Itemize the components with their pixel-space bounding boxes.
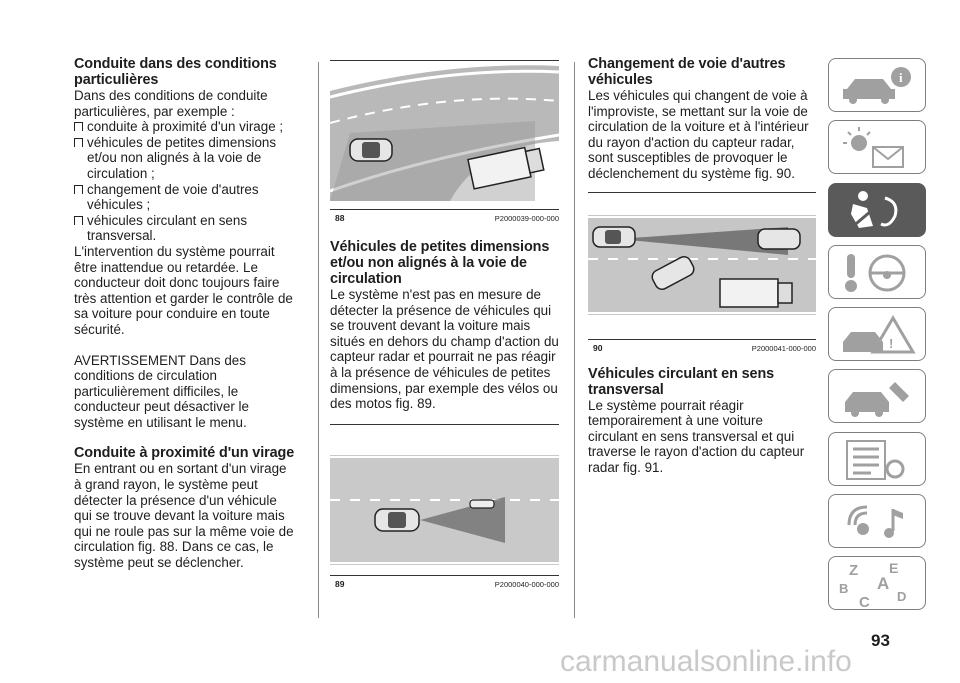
figure-88 [330,60,559,223]
figure-89 [330,424,559,589]
heading-special-conditions: Conduite dans des conditions particulières [74,56,277,88]
page-number: 93 [871,631,890,650]
index-letter: E [889,560,899,577]
tab-multimedia[interactable] [828,494,926,548]
heading-lane-change: Changement de voie d'autres véhicules [588,56,786,88]
figure-number: 88 [335,213,345,223]
lane-change-illustration [588,193,816,339]
tab-emergency[interactable] [828,307,926,361]
motorcycle-offset-illustration [330,425,559,575]
index-letter: Z [849,562,859,580]
tab-car-info[interactable] [828,58,926,112]
column-divider [574,62,575,618]
watermark-text: carmanualsonline.info [560,645,852,678]
column-divider [318,62,319,618]
index-letter: A [877,574,890,594]
figure-number: 90 [593,342,603,353]
column-1 [74,56,296,571]
index-letters-icon [829,557,927,611]
figure-number: 89 [335,578,345,589]
list-item: conduite à proximité d'un virage ; [74,119,296,135]
figure-code: P2000040-000-000 [494,579,559,589]
svg-text:i: i [899,70,903,85]
intro-paragraph: Dans des conditions de conduite particulières, par exemple : [74,88,268,119]
tab-specifications[interactable] [828,432,926,486]
curve-road-illustration [330,61,559,209]
key-steering-wheel-icon [829,246,927,300]
index-letter: B [839,581,849,597]
tab-safety[interactable] [828,183,926,237]
tab-starting-driving[interactable] [828,245,926,299]
heading-curve-driving: Conduite à proximité d'un virage [74,445,295,462]
car-breakdown-icon [829,308,927,362]
list-item: véhicules circulant en sens transversal. [74,213,296,244]
warning-lights-message-icon [829,121,927,175]
car-info-icon [829,59,927,113]
intervention-paragraph: L'intervention du système pourrait être inattendue ou retardée. Le conducteur doit donc toujours faire très attention et garder le contrôle de sa voiture pour conduire en toute sécurité. [74,243,293,337]
svg-text:!: ! [889,336,894,352]
tab-warning-lights[interactable] [828,120,926,174]
heading-small-vehicles: Véhicules de petites dimensions et/ou non alignés à la voie de circulation [330,239,550,287]
lane-change-paragraph: Les véhicules qui changent de voie à l'improviste, se mettant sur la voie de circulation de la voiture et à l'intérieur du rayon d'action du capteur radar, sont susceptibles de provoquer le déclenchement du système fig. 90. [588,88,809,181]
seat-airbag-icon [829,184,927,238]
crossing-paragraph: Le système pourrait réagir temporairement à une voiture circulant en sens transversal et qui traverse le rayon d'action du capteur radar fig. 91. [588,397,805,475]
multimedia-icon [829,495,927,549]
list-item: véhicules de petites dimensions et/ou non alignés à la voie de circulation ; [74,135,296,182]
small-vehicles-paragraph: Le système n'est pas en mesure de détecter la présence de véhicules qui se trouvent devant la voiture mais situés en dehors du champ d'action du capteur radar et pourrait ne pas réagir à la présence de véhicules de petites dimensions, par exemple des vélos ou des motos fig. 89. [330,287,559,412]
car-service-icon [829,370,927,424]
figure-code: P2000039-000-000 [494,214,559,223]
tab-index[interactable] [828,556,926,610]
curve-paragraph: En entrant ou en sortant d'un virage à grand rayon, le système peut détecter la présence d'un véhicule qui se trouve devant la voiture mais qui ne roule pas sur la même voie de circulation fig. 88. Dans ce cas, le système peut se déclencher. [74,461,294,571]
figure-code: P2000041-000-000 [751,343,816,353]
index-letter: C [859,594,870,612]
column-3 [588,56,816,476]
column-2 [330,60,559,589]
figure-90 [588,192,816,353]
chapter-tabs [828,58,930,619]
specifications-list-icon [829,433,927,487]
heading-crossing-vehicles: Véhicules circulant en sens transversal [588,365,775,398]
warning-paragraph: AVERTISSEMENT Dans des conditions de circulation particulièrement difficiles, le conducteur peut désactiver le système en utilisant le menu. [74,352,249,430]
list-item: changement de voie d'autres véhicules ; [74,182,296,213]
index-letter: D [897,589,907,605]
tab-maintenance[interactable] [828,369,926,423]
